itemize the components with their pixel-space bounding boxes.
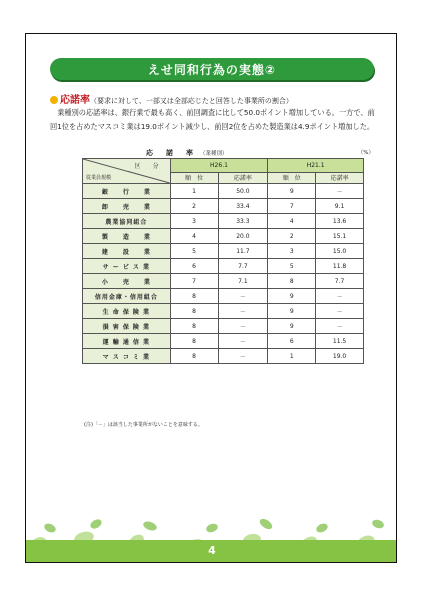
rate-h26: 20.0 [218, 229, 268, 244]
footer-bar [26, 540, 397, 562]
rank-h21: 9 [268, 184, 316, 199]
header-rate-1: 応諾率 [218, 172, 268, 183]
rank-h26: 8 [170, 349, 218, 364]
rank-h26: 4 [170, 229, 218, 244]
body-paragraph [50, 106, 378, 134]
table-row [83, 274, 364, 289]
row-label: 建 設 業 [83, 244, 171, 259]
row-label: 運 輸 通 信 業 [83, 334, 171, 349]
rank-h21: 1 [268, 349, 316, 364]
table-row [83, 319, 364, 334]
rate-h21: 15.1 [316, 229, 364, 244]
rank-h21: 8 [268, 274, 316, 289]
header-kubun: 区 分 [134, 163, 162, 170]
row-label: マ ス コ ミ 業 [83, 349, 171, 364]
rank-h26: 6 [170, 259, 218, 274]
header-category: 従業員規模 [86, 175, 112, 181]
header-year-2: H21.1 [268, 159, 364, 173]
rank-h21: 6 [268, 334, 316, 349]
rate-h26: 50.0 [218, 184, 268, 199]
header-rank-2: 順 位 [268, 172, 316, 183]
row-label: 農業協同組合 [83, 214, 171, 229]
response-rate-table [82, 158, 364, 364]
rate-h21: 11.8 [316, 259, 364, 274]
table-footnote: (注)「－」は該当した事業所がないことを意味する。 [84, 422, 203, 428]
row-label: 小 売 業 [83, 274, 171, 289]
table-caption [146, 148, 306, 158]
rank-h26: 1 [170, 184, 218, 199]
row-label: 信用金庫・信用組合 [83, 289, 171, 304]
section-heading [50, 91, 380, 105]
rank-h21: 5 [268, 259, 316, 274]
rank-h26: 8 [170, 334, 218, 349]
rate-h21: 7.7 [316, 274, 364, 289]
rank-h21: 3 [268, 244, 316, 259]
table-row [83, 229, 364, 244]
rate-h26: － [218, 334, 268, 349]
header-rate-2: 応諾率 [316, 172, 364, 183]
row-label: 損 害 保 険 業 [83, 319, 171, 334]
table-row [83, 259, 364, 274]
rate-h26: 7.7 [218, 259, 268, 274]
row-label: サ ー ビ ス 業 [83, 259, 171, 274]
body-text: 業種別の応諾率は、銀行業で最も高く、前回調査に比して50.0ポイント増加している。一方で、前回1位を占めたマスコミ業は19.0ポイント減少し、前回2位を占めた製造業は4.9ポイント増加した。 [50, 108, 375, 131]
rank-h26: 5 [170, 244, 218, 259]
rank-h21: 9 [268, 304, 316, 319]
rank-h21: 9 [268, 289, 316, 304]
rate-h26: 7.1 [218, 274, 268, 289]
rate-h26: 11.7 [218, 244, 268, 259]
row-label: 卸 売 業 [83, 199, 171, 214]
rank-h26: 2 [170, 199, 218, 214]
row-label: 生 命 保 険 業 [83, 304, 171, 319]
row-label: 銀 行 業 [83, 184, 171, 199]
table-row [83, 214, 364, 229]
rate-h26: － [218, 304, 268, 319]
table-row [83, 244, 364, 259]
header-rank-1: 順 位 [170, 172, 218, 183]
section-note: （要求に対して、一部又は全部応じたと回答した事業所の割合） [90, 97, 293, 105]
table-row [83, 349, 364, 364]
rank-h26: 8 [170, 289, 218, 304]
table-row [83, 184, 364, 199]
page-title: えせ同和行為の実態② [147, 63, 277, 77]
bullet-icon [50, 96, 58, 104]
rank-h26: 3 [170, 214, 218, 229]
page-number: 4 [208, 544, 216, 557]
title-banner [50, 58, 374, 80]
rate-h21: 19.0 [316, 349, 364, 364]
header-year-1: H26.1 [170, 159, 268, 173]
table-row [83, 334, 364, 349]
table-caption-sub: （業種別） [200, 151, 228, 157]
rate-h26: － [218, 319, 268, 334]
rank-h26: 8 [170, 319, 218, 334]
table-corner-cell [83, 159, 171, 184]
row-label: 製 造 業 [83, 229, 171, 244]
rank-h26: 7 [170, 274, 218, 289]
rate-h26: 33.3 [218, 214, 268, 229]
section-title: 応諾率 [60, 95, 90, 106]
rate-h21: － [316, 184, 364, 199]
rank-h21: 4 [268, 214, 316, 229]
rank-h21: 2 [268, 229, 316, 244]
rate-h21: － [316, 304, 364, 319]
table-row [83, 199, 364, 214]
rate-h21: 15.0 [316, 244, 364, 259]
page [25, 33, 397, 563]
table-row [83, 289, 364, 304]
rate-h21: 13.6 [316, 214, 364, 229]
rank-h21: 9 [268, 319, 316, 334]
rate-h21: － [316, 319, 364, 334]
rate-h26: 33.4 [218, 199, 268, 214]
rate-h21: － [316, 289, 364, 304]
rate-h21: 11.5 [316, 334, 364, 349]
rate-h21: 9.1 [316, 199, 364, 214]
table-unit: （%） [357, 150, 374, 156]
rate-h26: － [218, 289, 268, 304]
table-row [83, 304, 364, 319]
rank-h26: 8 [170, 304, 218, 319]
rank-h21: 7 [268, 199, 316, 214]
rate-h26: － [218, 349, 268, 364]
table-caption-main: 応 諾 率 [146, 149, 196, 157]
